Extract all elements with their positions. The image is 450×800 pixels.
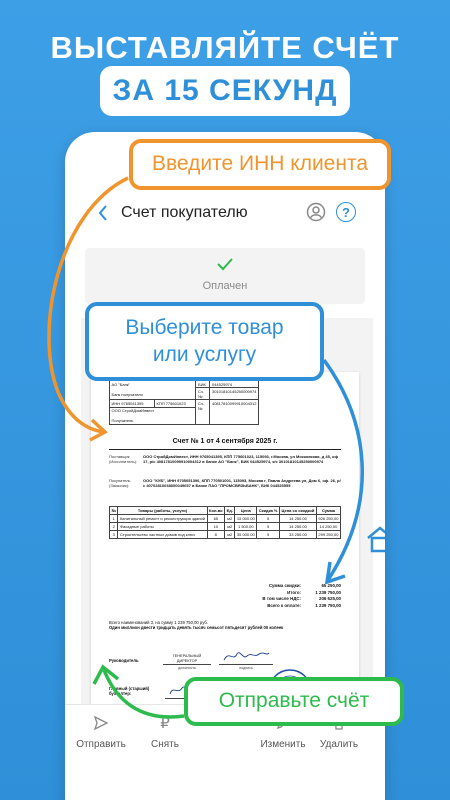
table-cell: м2 [225, 523, 235, 531]
table-cell: 15 000.00 [235, 515, 257, 523]
screen-title: Счет покупателю [121, 204, 248, 221]
buyer-label: Покупатель (Заказчик): [109, 478, 131, 488]
items-table [109, 506, 341, 539]
position-caption: должность [178, 666, 196, 670]
items-header-cell: Скидка % [257, 507, 280, 515]
table-cell: Строительство частных домов под ключ [118, 531, 207, 539]
amount-in-words: Один миллион двести тридцать девять тысяч семьсот пятьдесят рублей 00 копеек [109, 625, 284, 631]
edit-label: Изменить [260, 739, 306, 750]
items-header-cell: Товары (работы, услуги) [118, 507, 207, 515]
amount-summary [109, 620, 341, 631]
supplier-value: ООО СтройДомИнвест, ИНН 9765041395, КПП 775601023, 115093, г.Москва, ул Московская, д 45, оф 17, р/с 40817810099910004312 в банке АО "Банк", БИК 044525974, к/с 30101810145250000974 [143, 454, 338, 464]
table-cell: м2 [225, 531, 235, 539]
table-cell: 14 250,00 [316, 523, 340, 531]
promo-headline: ВЫСТАВЛЯЙТЕ СЧЁТ [50, 30, 400, 65]
supplier-label: Поставщик (Исполнитель): [109, 454, 138, 464]
send-icon [73, 713, 129, 733]
table-row [110, 531, 341, 539]
table-cell: 10 [207, 523, 225, 531]
table-cell: 8 [207, 531, 225, 539]
bank-name: АО "Банк" [111, 381, 130, 387]
invoice-document[interactable] [91, 372, 359, 724]
items-header-cell: Цена со скидкой [280, 507, 317, 515]
withdraw-label: Снять [151, 739, 179, 750]
buyer-row [109, 478, 341, 488]
table-cell: 33 250.00 [280, 531, 317, 539]
table-cell: 3 [110, 531, 118, 539]
total-label: Всего к оплате: [267, 602, 301, 608]
acc2-label: Сч. № [196, 400, 210, 424]
table-row [110, 523, 341, 531]
table-cell: 1 500.00 [235, 523, 257, 531]
table-cell: 5 [257, 515, 280, 523]
director-position: ГЕНЕРАЛЬНЫЙ ДИРЕКТОР [172, 654, 202, 663]
delete-label: Удалить [319, 739, 359, 750]
table-cell: 35 000.00 [235, 531, 257, 539]
table-cell: 926 250,00 [316, 515, 340, 523]
items-header-cell: Сумма [316, 507, 340, 515]
company-name: ООО СтройДомИнвест [111, 408, 155, 414]
table-cell: Капитальный ремонт и реконструкция зданий [118, 515, 207, 523]
supplier-row [109, 454, 341, 464]
buyer-value: ООО "КУБ", ИНН 9705051396, КПП 770501001, 115093, Москва г, Павла Андреева ул, Дом 6, оф. 26, р/с 40702810038000049657 в Банке ПАО "ПРОМСВЯЗЬБАНК", БИК 044525555 [143, 478, 341, 488]
callout-send-invoice: Отправьте счёт [184, 677, 404, 726]
table-row [110, 515, 341, 523]
status-badge: Оплачен [202, 280, 248, 292]
table-cell: 65 [207, 515, 225, 523]
home-icon [365, 524, 385, 554]
callout-enter-inn: Введите ИНН клиента [129, 139, 391, 190]
director-signature [221, 648, 271, 664]
amount-line: Всего наименований 3, на сумму 1 239 750,00 руб. [109, 620, 208, 625]
table-cell: Фасадные работы [118, 523, 207, 531]
inn-value: ИНН 9765041395 [110, 400, 155, 407]
ruble-icon: ₽ [160, 715, 170, 732]
table-cell: 2 [110, 523, 118, 531]
recipient-bank-label: Банк получателя [111, 391, 143, 397]
bank-details-table [109, 380, 259, 425]
app-header [65, 198, 385, 228]
bic-label: БИК [196, 381, 210, 388]
signature-caption: подпись [239, 666, 253, 670]
send-button[interactable] [73, 713, 129, 750]
title-divider [109, 449, 341, 450]
items-header-cell: Ед. [226, 508, 233, 513]
table-cell: 5 [257, 531, 280, 539]
user-icon[interactable] [306, 202, 326, 222]
table-cell: 14 250.00 [280, 523, 317, 531]
table-cell: 14 250.00 [280, 515, 317, 523]
total-label: Сумма скидки: [268, 583, 301, 588]
kpp-value: КПП 775601023 [155, 400, 196, 407]
invoice-title: Счет № 1 от 4 сентября 2025 г. [172, 438, 278, 445]
items-header-cell: Кол-во [207, 507, 225, 515]
total-label: Итого: [287, 589, 301, 595]
check-icon [215, 256, 235, 272]
acc1-label: Сч. № [196, 388, 210, 400]
total-value: 1 239 750,00 [315, 602, 341, 608]
callout-select-product [85, 302, 324, 381]
table-cell: 299 250,00 [316, 531, 340, 539]
acc2-value: 40817810099910004312 [210, 400, 259, 424]
totals-block [211, 583, 341, 609]
chevron-left-icon[interactable] [93, 202, 113, 224]
total-value: 1 239 750,00 [315, 589, 341, 595]
recipient-label: Получатель [111, 418, 134, 424]
accountant-role: Главный (старший) бухгалтер: [109, 686, 150, 697]
table-cell: 5 [257, 523, 280, 531]
director-role: Руководитель [109, 658, 139, 663]
total-row [211, 603, 341, 610]
callout-product-text: Выберите товар или услугу [125, 316, 284, 366]
items-header-cell: Цена [235, 507, 257, 515]
question-icon[interactable]: ? [336, 202, 356, 222]
table-cell: 1 [110, 515, 118, 523]
total-label: В том числе НДС: [262, 596, 301, 601]
status-card [85, 248, 365, 304]
bic-value: 044525974 [210, 381, 259, 388]
items-header-cell: № [111, 508, 116, 513]
total-value: 206 625,00 [319, 596, 341, 601]
total-value: 65 250,00 [321, 583, 341, 588]
acc1-value: 30101810145250000974 [210, 388, 259, 400]
table-cell: м2 [225, 515, 235, 523]
invoice-preview-area [81, 318, 373, 738]
send-label: Отправить [76, 739, 126, 750]
promo-subheadline: ЗА 15 СЕКУНД [100, 66, 350, 116]
